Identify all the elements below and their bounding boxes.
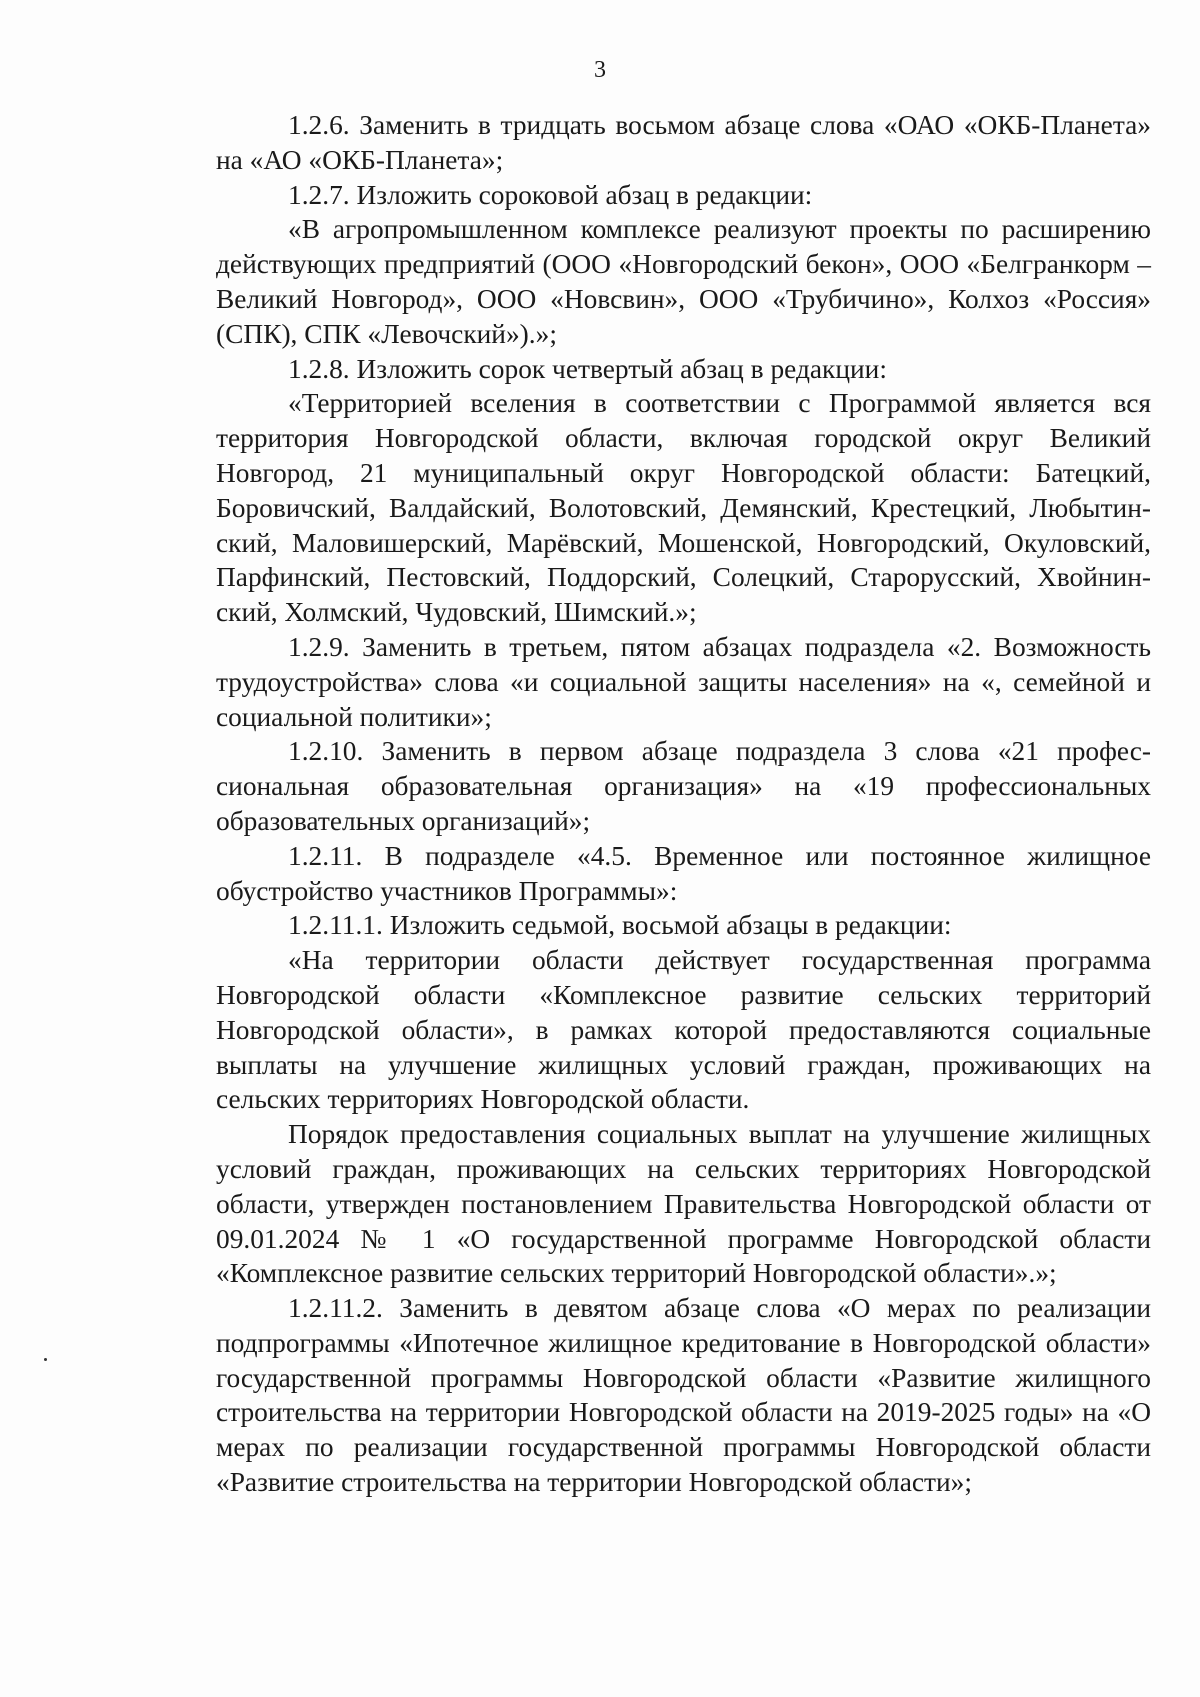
scan-artifact-dot (44, 1358, 47, 1361)
document-body (216, 108, 1151, 1500)
paragraph-1-2-9: 1.2.9. Заменить в третьем, пятом абзацах подраздела «2. Возможность трудоустройства» слова «и социальной защиты населения» на «, семейной и социальной политики»; (216, 631, 1151, 732)
paragraph-1-2-7: 1.2.7. Изложить сороковой абзац в редакции: (288, 179, 813, 210)
paragraph-quote-agro: «В агропромышленном комплексе реализуют проекты по расширению действующих предприятий (ООО «Новгородский бекон», ООО «Белгранкорм – Великий Новгород», ООО «Новсвин», ООО «Трубичино», Колхоз «Россия» (СПК), СПК «Левочский»).»; (216, 214, 1151, 349)
paragraph-1-2-11-2: 1.2.11.2. Заменить в девятом абзаце слова «О мерах по реализации подпрограммы «Ипотечное жилищное кредитование в Новгородской области» государственной программы Новгородской области «Развитие жилищного строительства на территории Новгородской области на 2019-2025 годы» на «О мерах по реализации государственной программы Новгородской области «Развитие строительства на территории Новгородской области»; (216, 1293, 1151, 1498)
paragraph-1-2-8: 1.2.8. Изложить сорок четвертый абзац в редакции: (288, 353, 887, 384)
paragraph-1-2-11-1: 1.2.11.1. Изложить седьмой, восьмой абзацы в редакции: (288, 910, 952, 941)
paragraph-quote-rural: «На территории области действует государственная программа Новгородской области «Комплексное развитие сельских территорий Новгородской области», в рамках которой предоставляются социальные выплаты на улучшение жилищных условий граждан, проживающих на сельских территориях Новгородской области. (216, 945, 1151, 1115)
paragraph-1-2-10: 1.2.10. Заменить в первом абзаце подраздела 3 слова «21 профессиональная образовательная организация» на «19 профессиональных образовательных организаций»; (216, 736, 1151, 836)
paragraph-1-2-6: 1.2.6. Заменить в тридцать восьмом абзаце слова «ОАО «ОКБ-Планета» на «АО «ОКБ-Планета»; (216, 110, 1151, 175)
page-number: 3 (594, 57, 606, 83)
paragraph-1-2-11: 1.2.11. В подразделе «4.5. Временное или постоянное жилищное обустройство участников Программы»: (216, 840, 1151, 906)
paragraph-procedure: Порядок предоставления социальных выплат на улучшение жилищных условий граждан, проживающих на сельских территориях Новгородской области, утвержден постановлением Правительства Новгородской области от 09.01.2024 № 1 «О государственной программе Новгородской области «Комплексное развитие сельских территорий Новгородской области».»; (216, 1119, 1151, 1289)
paragraph-quote-territory: «Территорией вселения в соответствии с Программой является вся территория Новгородской области, включая городской округ Великий Новгород, 21 муниципальный округ Новгородской области: Батецкий, Боровичский, Валдайский, Волотовский, Демянский, Крестецкий, Любытинский, Маловишерский, Марёвский, Мошенской, Новгородский, Окуловский, Парфинский, Пестовский, Поддорский, Солецкий, Старорусский, Хвойнинский, Холмский, Чудовский, Шимский.»; (216, 388, 1151, 628)
